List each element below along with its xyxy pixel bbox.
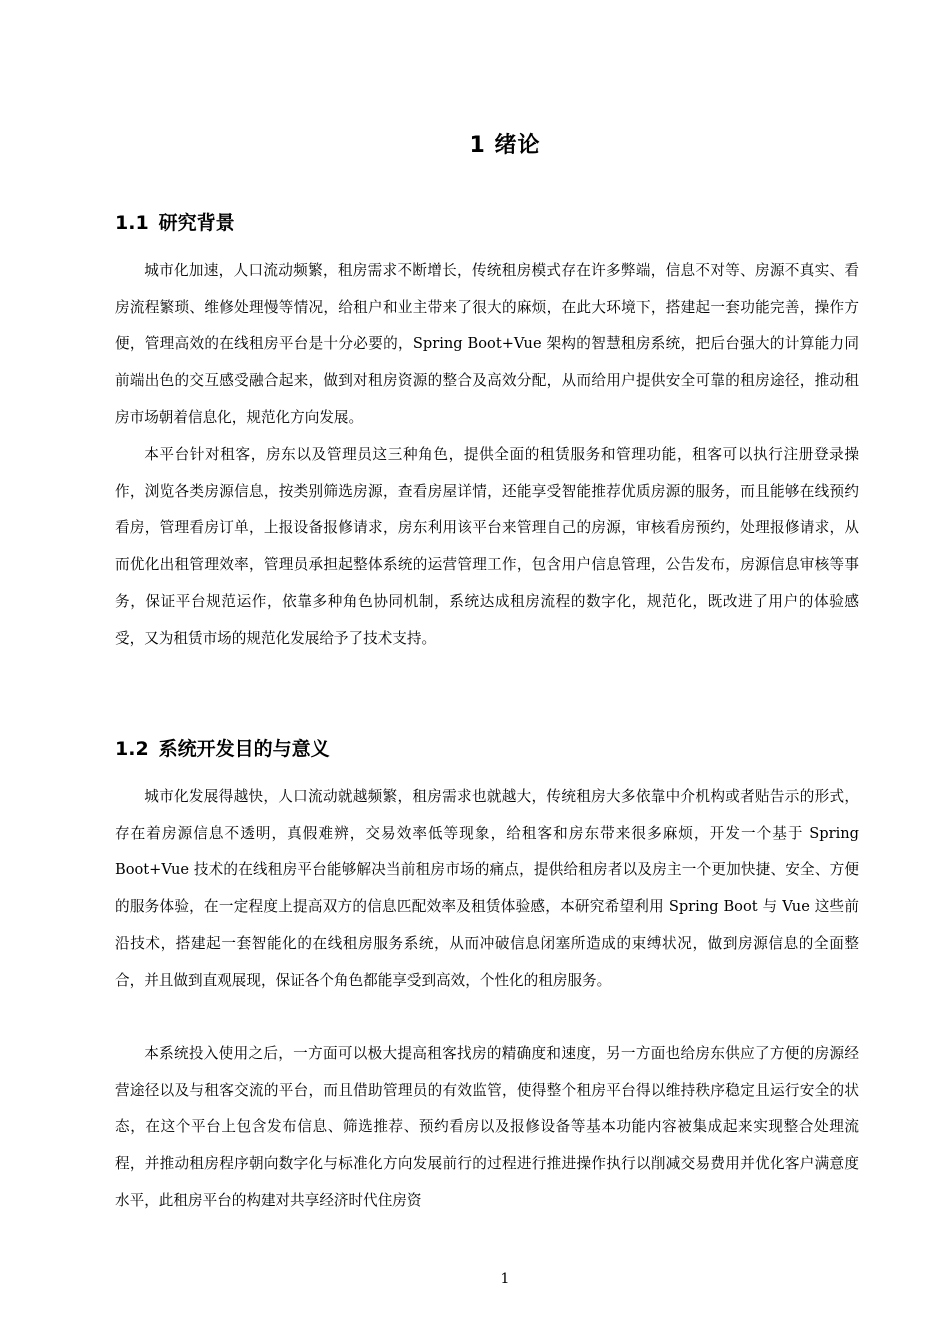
paragraph: 本系统投入使用之后，一方面可以极大提高租客找房的精确度和速度，另一方面也给房东供应了方便的房源经营途径以及与租客交流的平台，而且借助管理员的有效监管，使得整个租房平台得以维持秩序稳定且运行安全的状态，在这个平台上包含发布信息、筛选推荐、预约看房以及报修设备等基本功能内容被集成起来实现整合处理流程，并推动租房程序朝向数字化与标准化方向发展前行的过程进行推进操作执行以削减交易费用并优化客户满意度水平，此租房平台的构建对共享经济时代住房资 [115,1045,859,1209]
paragraph: 本平台针对租客，房东以及管理员这三种角色，提供全面的租赁服务和管理功能，租客可以执行注册登录操作，浏览各类房源信息，按类别筛选房源，查看房屋详情，还能享受智能推荐优质房源的服务，而且能够在线预约看房，管理看房订单，上报设备报修请求，房东利用该平台来管理自己的房源，审核看房预约，处理报修请求，从而优化出租管理效率，管理员承担起整体系统的运营管理工作，包含用户信息管理，公告发布，房源信息审核等事务，保证平台规范运作，依靠多种角色协同机制，系统达成租房流程的数字化，规范化，既改进了用户的体验感受，又为租赁市场的规范化发展给予了技术支持。 [115,446,859,647]
page-number: 1 [500,1271,510,1287]
section-title: 系统开发目的与意义 [158,738,330,760]
section-heading-1-1 [115,208,235,235]
section-number: 1.2 [115,738,149,760]
paragraph: 城市化发展得越快，人口流动就越频繁，租房需求也就越大，传统租房大多依靠中介机构或者贴告示的形式，存在着房源信息不透明，真假难辨，交易效率低等现象，给租客和房东带来很多麻烦，开发一个基于 Spring Boot+Vue 技术的在线租房平台能够解决当前租房市场的痛点，提供给租房者以及房主一个更加快捷、安全、方便的服务体验，在一定程度上提高双方的信息匹配效率及租赁体验感，本研究希望利用 Spring Boot 与 Vue 这些前沿技术，搭建起一套智能化的在线租房服务系统，从而冲破信息闭塞所造成的束缚状况，做到房源信息的全面整合，并且做到直观展现，保证各个角色都能享受到高效，个性化的租房服务。 [115,788,859,989]
paragraph: 城市化加速，人口流动频繁，租房需求不断增长，传统租房模式存在许多弊端，信息不对等、房源不真实、看房流程繁琐、维修处理慢等情况，给租户和业主带来了很大的麻烦，在此大环境下，搭建起一套功能完善，操作方便，管理高效的在线租房平台是十分必要的，Spring Boot+Vue 架构的智慧租房系统，把后台强大的计算能力同前端出色的交互感受融合起来，做到对租房资源的整合及高效分配，从而给用户提供安全可靠的租房途径，推动租房市场朝着信息化，规范化方向发展。 [115,262,859,426]
section-number: 1.1 [115,212,149,234]
chapter-title: 1 绪论 [469,133,541,158]
section-heading-1-2 [115,734,330,761]
section-title: 研究背景 [158,212,235,234]
